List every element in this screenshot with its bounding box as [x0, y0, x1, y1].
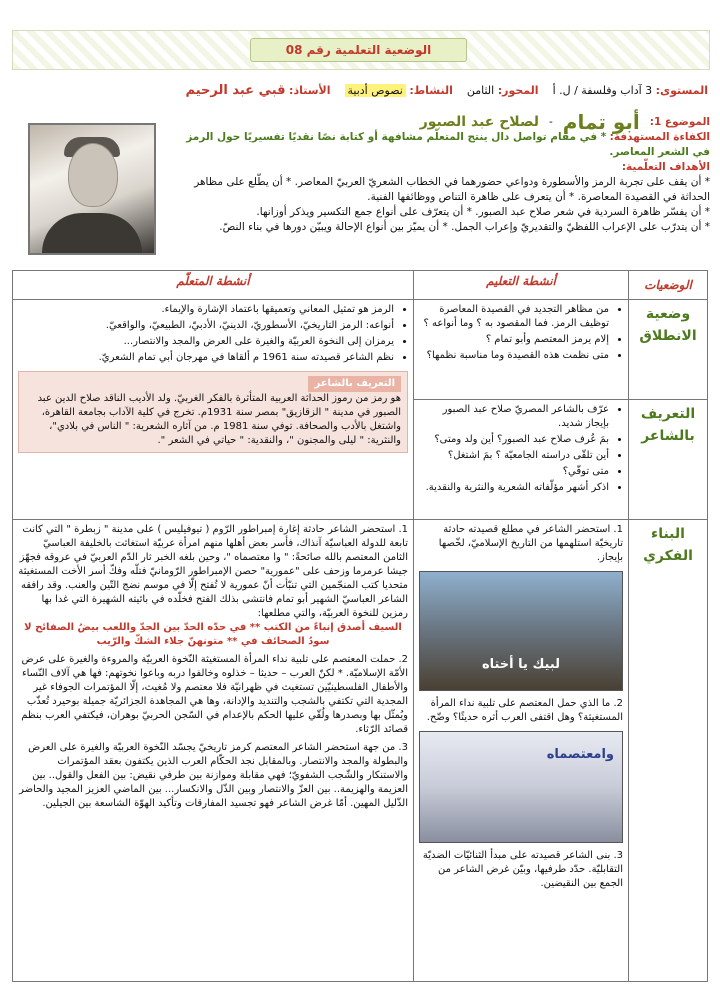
col-teaching: أنشطة التعليم: [414, 271, 629, 300]
list-item: • عرّف بالشاعر المصريّ صلاح عبد الصبور بإيجاز شديد.: [419, 403, 609, 431]
situation-cell: وضعية الانطلاق: [629, 300, 708, 400]
list-item: • إلام يرمز المعتصم وأبو تمام ؟: [419, 333, 609, 347]
level: المستوى: 3 آداب وفلسفة / ل. أ: [552, 83, 708, 97]
teaching-cell: [414, 520, 629, 982]
learning-cell: [13, 300, 414, 520]
topic-line: الموضوع 1: أبو تمام - لصلاح عبد الصبور: [419, 110, 710, 134]
answer-3: 3. من جهة استحضر الشاعر المعتصم كرمز تاريخيّ يجسّد النّخوة العربيّة والغيرة على العرض والبطولة والمجد والانتصار. وبالمقابل نجد الحكّام العرب الذين يكتفون بعقد المؤتمرات والاستنكار والشّجب الشفويّ؛ فهي مقابلة وموازنة بين طرفي نقيض: بين الفعل والقول.. بين العزيمة والهزيمة.. بين العزّ والانتصار وبين الذّل والانكسار... بين الماضي العزيز المجيد والحاضر الذّليل المهين. أمّا غرض الشاعر فهو تجسيد المفارقات وتأكيد الهوّة الشاسعة بين الجيلين.: [19, 742, 408, 809]
list-item: • نظم الشاعر قصيدته سنة 1961 م ألقاها في مهرجان أبي تمام الشعريّ.: [18, 351, 394, 365]
list-item: • من مظاهر التجديد في القصيدة المعاصرة توظيف الرمز. فما المقصود به ؟ وما أنواعه ؟: [419, 303, 609, 331]
objective-line: * أن يفسّر ظاهرة السردية في شعر صلاح عبد الصبور. * أن يتعرّف على أنواع جمع التكسير ويذكر أوزانها.: [256, 206, 710, 218]
activity: النشاط: نصوص أدبية: [345, 84, 453, 97]
lesson-table: [12, 270, 708, 982]
answer-2: 2. حملت المعتصم على تلبية نداء المرأة المستغيثة النّخوة العربيّة والمروءة والغيرة على عرض الأمّة الإسلاميّة. * لكنّ العرب – حديثا – خذلوه وخالفوا دربه وباعوا نخوتهم: فها هي آلاف النّساء والأطفال الفلسطينيّين تستغيث في ظهرانيّة فلا معتصم ولا مُغيث، إلّا المؤتمرات الجوفاء غير المجدية التي تكتفي بالشجب والتنديد والإدانة، وها هي المجاهدة الجزائريّة جميلة بوحيرد تُعذّب ويُمثّل بها وبصدرها ولُقّي عليها الحكم بالإعدام في السّجن الحربيّ بوهران، فيكتفي العرب بنظم قصائد الرّثاء.: [21, 654, 408, 735]
table-row: [13, 520, 708, 982]
meta-row: [12, 79, 708, 101]
list-item: • الرمز هو تمثيل المعاني وتعميقها باعتماد الإشارة والإيماء.: [18, 303, 394, 317]
list-item: • أنواعه: الرمز التاريخيّ، الأسطوريّ، الدينيّ، الأدبيّ، الطبيعيّ، والواقعيّ.: [18, 319, 394, 333]
question-3: 3. بنى الشاعر قصيدته على مبدأ الثنائيّات الضديّة التقابليّة. حدّد طرفيها، وبيّن غرض الشاعر من الجمع بين النقيضين.: [422, 850, 623, 889]
col-learning: أنشطة المتعلّم: [13, 271, 414, 300]
list-item: • بمَ عُرف صلاح عبد الصبور؟ أين ولد ومتى؟: [419, 433, 609, 447]
objective-line: * أن يتدرّب على الإعراب اللفظيّ والتقديريّ وإعراب الجمل. * أن يميّز بين أنواع الإحالة ويبيّن دورها في بناء النصّ.: [219, 221, 710, 233]
image-caption: وامعتصماه: [546, 747, 614, 762]
competence: الكفاءة المستهدفة: * في مقام تواصل دال ينتج المتعلّم مشافهة أو كتابة نصًا نقديًا تفسيريًا حول الرمز في الشعر المعاصر.: [186, 131, 710, 158]
answer-1: 1. استحضر الشاعر حادثة إغارة إمبراطور الرّوم ( تيوفيليس ) على مدينة " زبطرة " التي كانت تابعة للدولة العباسيّة آنذاك، فأسر بعض أهلها منهم امرأة عربيّة استغاثت بالخليفة العباسيّ الثامن المعتصم بالله صائحةً: " وا معتصماه "، وحين بلغه الخبر ثار الدّم العربيّ في عروقه فجهّز جيشا عرمرما وزحف على "عمورية" حصن الإمبراطور الرّومانيّ فتلّه وفكّ أسر الأخت المستغيثة متحديا كتب المنجّمين التي تنبّأت أنّ عمورية لا تُفتح إلّا في موسم نضج التّين والعنب. وقد رافقه الشاعر العباسيّ الشهير أبو تمام فانتشى بذلك الفتح فخلّده في بائيته الشهيرة التي غدا بها رمزين للنخوة العربيّة، والتي مطلعها:: [18, 524, 408, 619]
poster-image: [419, 731, 623, 843]
col-situations: الوضعيات: [629, 271, 708, 300]
poem-title: أبو تمام: [562, 110, 640, 134]
teaching-cell: [414, 400, 629, 520]
verse: السيف أصدق إنباءً من الكتب ** في حدّه الحدّ بين الجدّ واللعب بيضُ الصفائح لا سودُ الصحائف في ** متونهنّ جلاء الشكّ والرّيب: [24, 622, 402, 647]
objective-line: * أن يقف على تجربة الرمز والأسطورة ودواعي حضورهما في الخطاب الشعريّ العربيّ المعاصر. * أن يطّلع على مظاهر الحداثة في القصيدة المعاصرة. * أن يتعرف على ظاهرة التناص ووظائفها الفنية.: [194, 176, 710, 203]
poet-bio: التعريف بالشاعر هو رمز من رموز الحداثة العربية المتأثرة بالفكر الغربيّ. ولد الأديب الناقد صلاح الدين عبد الصبور في مدينة " الزقازيق" بمصر سنة 1931م. تخرج في كلية الآداب بجامعة القاهرة، واشتغل بالأدب والصحافة. توفي سنة 1981 م. من آثاره الشعرية: " الناس في بلادي"، والنثرية: " ليلى والمجنون "، والنقدية: " حياتي في الشعر ".: [18, 371, 408, 453]
table-row: [13, 300, 708, 400]
poet-photo: [28, 123, 156, 255]
situation-cell: البناء الفكري: [629, 520, 708, 982]
table-header: [13, 271, 708, 300]
image-caption: لبيك يا أختاه: [481, 657, 561, 672]
axis: المحور: الثامن: [466, 83, 539, 97]
list-item: • يرمزان إلى النخوة العربيّة والغيرة على العرض والمجد والانتصار...: [18, 335, 394, 349]
poem-author: لصلاح عبد الصبور: [419, 114, 539, 130]
objectives: الأهداف التعلّمية: * أن يقف على تجربة الرمز والأسطورة ودواعي حضورهما في الخطاب الشعريّ العربيّ المعاصر. * أن يطّلع على مظاهر الحداثة في القصيدة المعاصرة. * أن يتعرف على ظاهرة التناص ووظائفها الفنية. * أن يفسّر ظاهرة السردية في شعر صلاح عبد الصبور. * أن يتعرّف على أنواع جمع التكسير ويذكر أوزانها. * أن يتدرّب على الإعراب اللفظيّ والتقديريّ وإعراب الجمل. * أن يميّز بين أنواع الإحالة ويبيّن دورها في بناء النصّ.: [175, 160, 710, 235]
list-item: • أين تلقّى دراسته الجامعيّة ؟ بمَ اشتغل؟: [419, 449, 609, 463]
teaching-cell: [414, 300, 629, 400]
list-item: • اذكر أشهر مؤلّفاته الشعرية والنثرية والنقدية.: [419, 481, 609, 495]
list-item: • متى توفّي؟: [419, 465, 609, 479]
list-item: • متى نظمت هذه القصيدة وما مناسبة نظمها؟: [419, 349, 609, 363]
teacher: الأستاذ: قبي عبد الرحيم: [185, 82, 331, 98]
page-banner: الوضعية التعلمية رقم 08: [250, 38, 467, 62]
question-1: 1. استحضر الشاعر في مطلع قصيدته حادثة تاريخيّة استلهمها من التاريخ الإسلاميّ، لخّصها بإيجاز.: [438, 524, 623, 563]
header-block: [175, 110, 710, 235]
situation-cell: التعريف بالشاعر: [629, 400, 708, 520]
question-2: 2. ما الذي حمل المعتصم على تلبية نداء المرأة المستغيثة؟ وهل اقتفى العرب أثره حديثًا؟ وضّح.: [426, 698, 623, 723]
battle-image: [419, 571, 623, 691]
learning-cell: [13, 520, 414, 982]
